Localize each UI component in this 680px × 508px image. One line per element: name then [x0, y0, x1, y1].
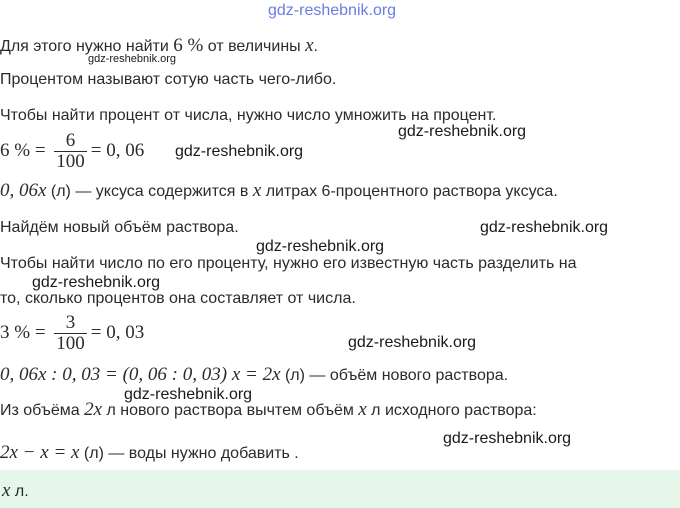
math-variable: x [358, 399, 367, 420]
text-line-3: Чтобы найти процент от числа, нужно число умножить на процент. [0, 107, 497, 124]
text-segment: Из объёма [0, 402, 85, 419]
fraction [54, 313, 87, 354]
text-line-12 [0, 443, 299, 464]
watermark: gdz-reshebnik.org [398, 123, 527, 140]
answer-text [2, 480, 29, 502]
math-expression: 2x − x = x [0, 442, 80, 463]
watermark: gdz-reshebnik.org [443, 430, 572, 447]
math-variable: x [2, 480, 11, 501]
math-expression: 0, 06x [0, 180, 47, 201]
formula-lhs: 6 % = [0, 140, 51, 161]
formula-rhs: = 0, 03 [90, 322, 145, 343]
text-line-6: Найдём новый объём раствора. [0, 219, 239, 236]
fraction-numerator: 3 [65, 312, 76, 334]
text-segment: литрах 6-процентного раствора уксуса. [261, 183, 558, 200]
watermark: gdz-reshebnik.org [256, 238, 385, 255]
answer-box [0, 470, 680, 508]
text-line-2: Процентом называют сотую часть чего-либо. [0, 71, 337, 88]
text-segment: (л) — уксуса содержится в [46, 183, 253, 200]
watermark: gdz-reshebnik.org [32, 274, 161, 291]
text-line-11 [0, 400, 537, 421]
math-variable: x [252, 180, 262, 201]
text-line-7: Чтобы найти число по его проценту, нужно его известную часть разделить на [0, 255, 577, 272]
fraction-denominator: 100 [56, 151, 85, 173]
watermark: gdz-reshebnik.org [348, 334, 477, 351]
fraction-denominator: 100 [56, 333, 85, 355]
math-variable: x [305, 35, 314, 56]
formula-six-percent [0, 128, 144, 174]
text-segment: от величины [203, 38, 306, 55]
text-segment: (л) — воды нужно добавить . [79, 445, 299, 462]
text-segment: л. [10, 483, 29, 500]
math-percent: 6 % [173, 35, 204, 56]
text-line-10 [0, 365, 508, 386]
watermark: gdz-reshebnik.org [124, 386, 253, 403]
fraction [54, 131, 87, 172]
watermark-top: gdz-reshebnik.org [268, 2, 397, 19]
math-expression: 2x [84, 399, 102, 420]
watermark: gdz-reshebnik.org [88, 53, 177, 65]
watermark: gdz-reshebnik.org [175, 143, 304, 160]
text-line-8: то, сколько процентов она составляет от числа. [0, 290, 356, 307]
formula-rhs: = 0, 06 [90, 140, 145, 161]
text-segment: л нового раствора вычтем объём [102, 402, 359, 419]
formula-three-percent [0, 310, 144, 356]
text-segment: л исходного раствора: [366, 402, 537, 419]
fraction-numerator: 6 [65, 130, 76, 152]
text-segment: Для этого нужно найти [0, 38, 174, 55]
text-segment: . [313, 38, 318, 55]
formula-lhs: 3 % = [0, 322, 51, 343]
text-line-5 [0, 181, 558, 202]
watermark: gdz-reshebnik.org [480, 219, 609, 236]
math-expression: 0, 06x : 0, 03 = (0, 06 : 0, 03) x = 2x [0, 364, 281, 385]
text-segment: (л) — объём нового раствора. [280, 367, 509, 384]
